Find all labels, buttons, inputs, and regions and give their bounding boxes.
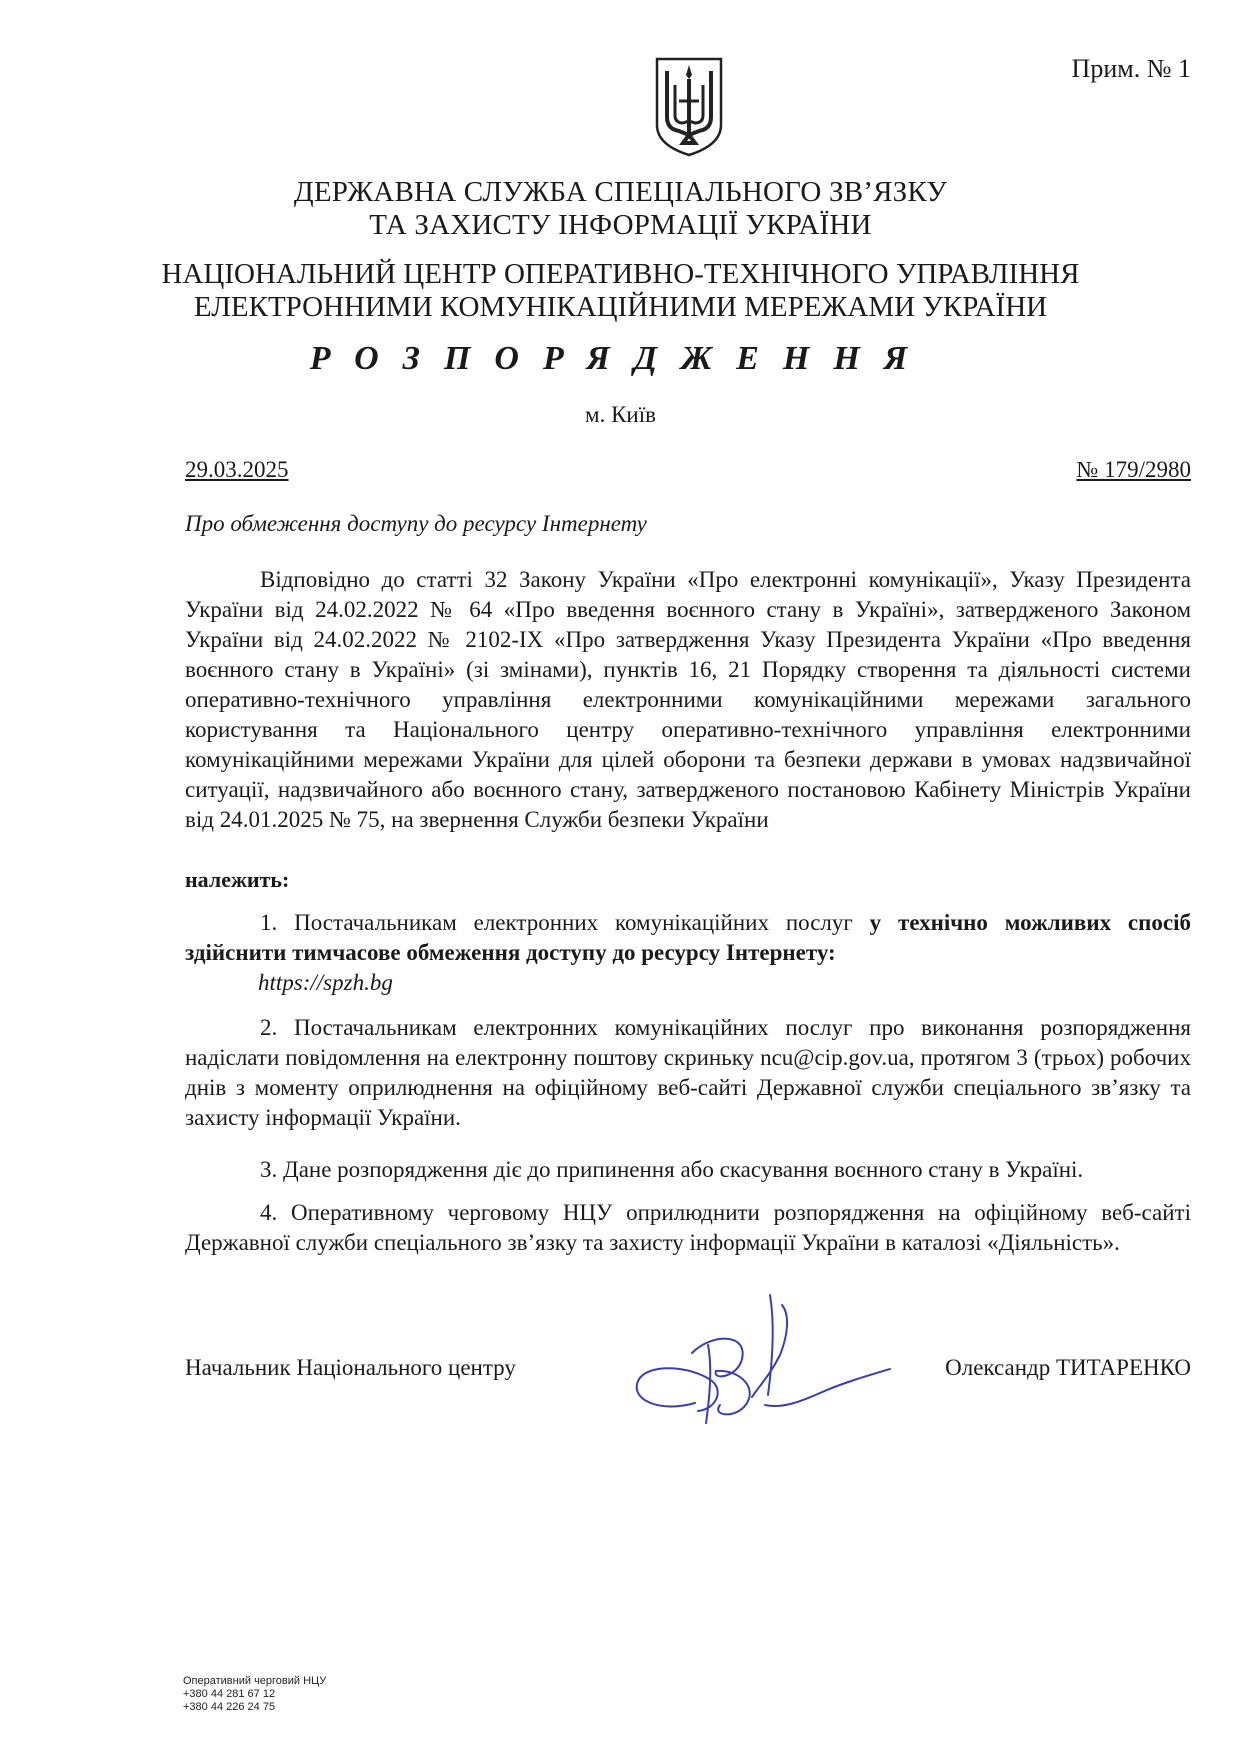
center-name-line2: ЕЛЕКТРОННИМИ КОМУНІКАЦІЙНИМИ МЕРЕЖАМИ УКРАЇНИ <box>193 291 1048 323</box>
order-item-2 <box>185 1013 1191 1133</box>
org-name-line1: ДЕРЖАВНА СЛУЖБА СПЕЦІАЛЬНОГО ЗВ’ЯЗКУ <box>293 176 948 208</box>
preamble-paragraph <box>185 565 1191 835</box>
signatory-title: Начальник Національного центру <box>185 1355 516 1380</box>
order-item-3 <box>185 1155 1191 1185</box>
signatory-name: Олександр ТИТАРЕНКО <box>945 1355 1191 1380</box>
order-item-4 <box>185 1198 1191 1258</box>
org-name-line2: ТА ЗАХИСТУ ІНФОРМАЦІЇ УКРАЇНИ <box>369 209 872 241</box>
footer-phone-2: +380 44 226 24 75 <box>183 1701 276 1713</box>
footer-contacts <box>183 1675 326 1714</box>
document-number: № 179/2980 <box>1076 457 1191 482</box>
document-type-title: РОЗПОРЯДЖЕННЯ <box>309 340 932 377</box>
center-name-line1: НАЦІОНАЛЬНИЙ ЦЕНТР ОПЕРАТИВНО-ТЕХНІЧНОГО УПРАВЛІННЯ <box>161 258 1080 290</box>
order-item-1-bold-text: у технічно можливих спосіб здійснити тимчасове обмеження доступу до ресурсу Інтернету: <box>185 910 1191 965</box>
footer-phone-1: +380 44 281 67 12 <box>183 1688 276 1700</box>
city-label: м. Київ <box>585 402 656 427</box>
document-date: 29.03.2025 <box>185 457 289 482</box>
order-item-3-text: 3. Дане розпорядження діє до припинення або скасування воєнного стану в Україні. <box>260 1157 1084 1182</box>
order-item-1 <box>185 908 1191 968</box>
blocked-resource-url: https://spzh.bg <box>258 970 393 995</box>
annex-label: Прим. № 1 <box>1071 54 1191 83</box>
org-name <box>0 176 1241 242</box>
order-item-1-text: 1. Постачальникам електронних комунікаційних послуг <box>260 910 870 935</box>
center-name <box>0 258 1241 324</box>
order-item-2-text: 2. Постачальникам електронних комунікаційних послуг про виконання розпорядження надіслати повідомлення на електронну поштову скриньку ncu@cip.gov.ua, протягом 3 (трьох) робочих днів з моменту оприлюднення на офіційному веб-сайті Державної служби спеціального зв’язку та захисту інформації України. <box>185 1015 1191 1130</box>
footer-duty-officer: Оперативний черговий НЦУ <box>183 1675 327 1687</box>
preamble-text: Відповідно до статті 32 Закону України «Про електронні комунікації», Указу Президента України від 24.02.2022 № 64 «Про введення воєнного стану в Україні», затвердженого Законом України від 24.02.2022 № 2102-IX «Про затвердження Указу Президента України «Про введення воєнного стану в Україні» (зі змінами), пунктів 16, 21 Порядку створення та діяльності системи оперативно-технічного управління електронними комунікаційними мережами загального користування та Національного центру оперативно-технічного управління електронними комунікаційними мережами України для цілей оборони та безпеки держави в умовах надзвичайної ситуації, надзвичайного або воєнного стану, затвердженого постановою Кабінету Міністрів України від 24.01.2025 № 75, на звернення Служби безпеки України <box>185 567 1191 832</box>
order-item-4-text: 4. Оперативному черговому НЦУ оприлюднити розпорядження на офіційному веб-сайті Державної служби спеціального зв’язку та захисту інформації України в каталозі «Діяльність». <box>185 1200 1191 1255</box>
handwritten-signature <box>620 1285 920 1435</box>
decree-word: належить: <box>185 867 290 892</box>
document-subject: Про обмеження доступу до ресурсу Інтернету <box>185 511 647 536</box>
tryzub-coat-of-arms-icon <box>653 55 725 159</box>
